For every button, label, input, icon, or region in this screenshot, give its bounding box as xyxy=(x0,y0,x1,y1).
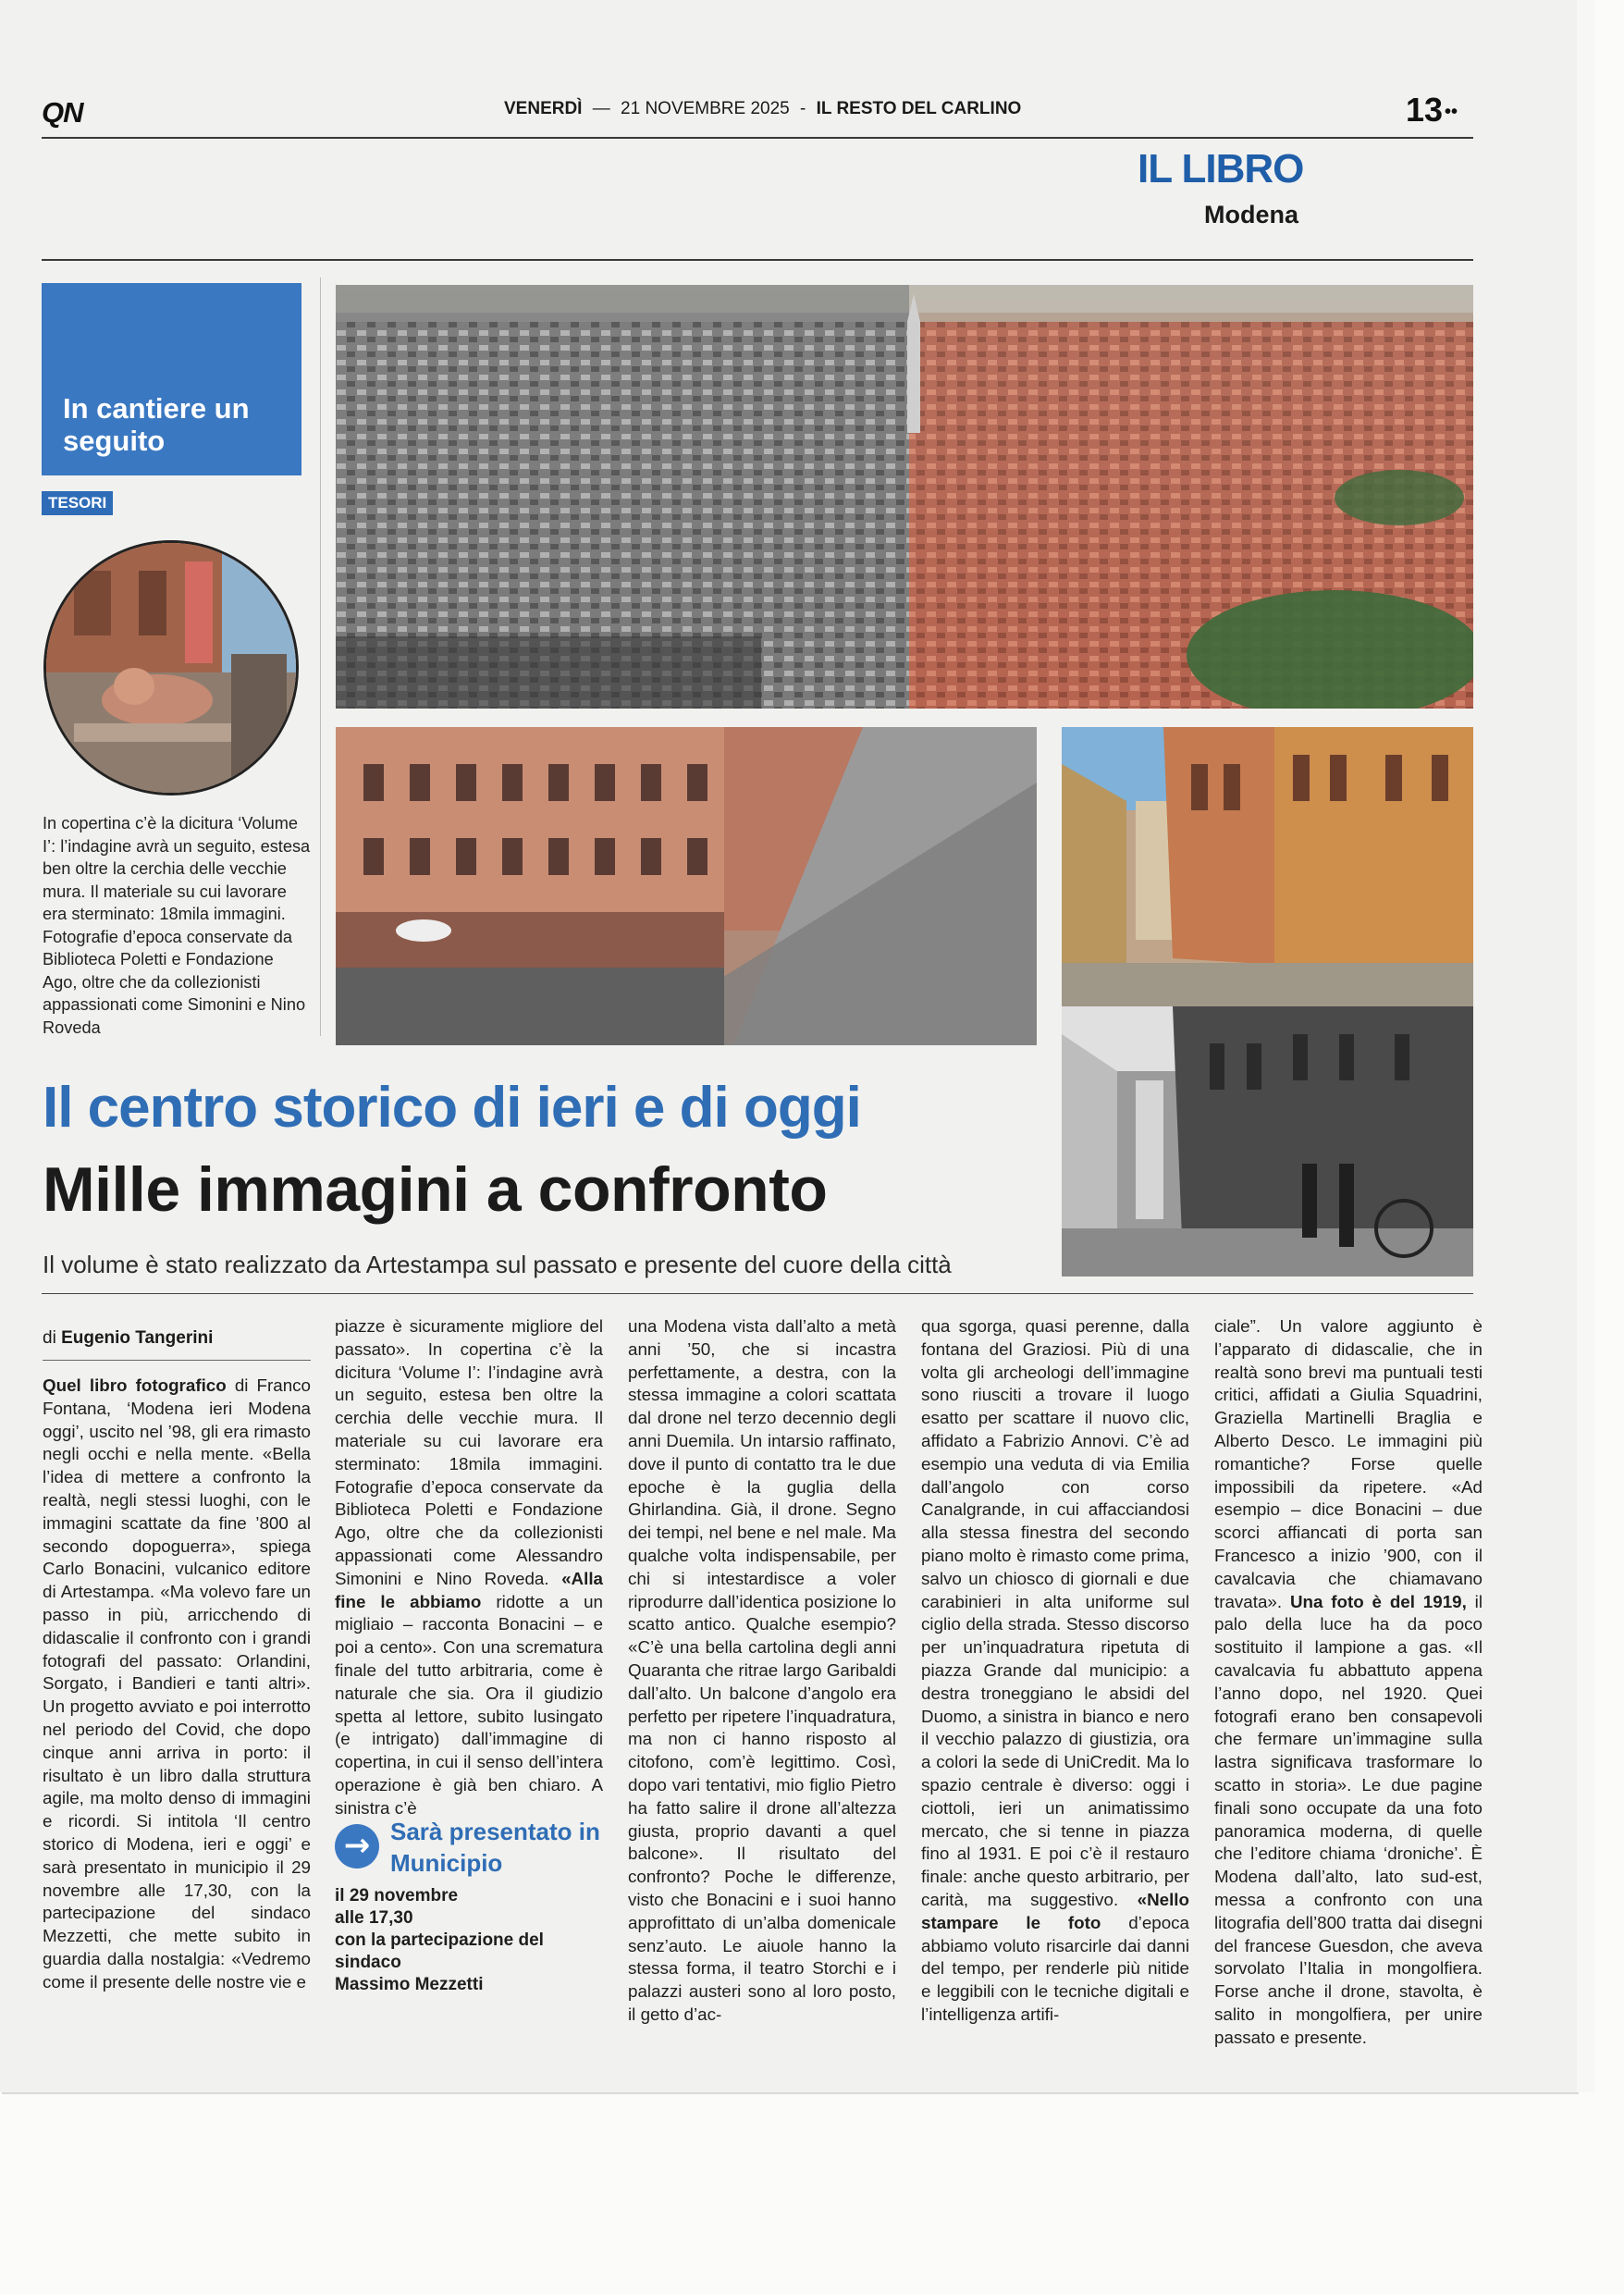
column-text: il palo della luce ha da poco sostituito il lampione a gas. «Il cavalcavia fu abbattuto appena l’anno dopo, nel 1920. Quei fotografi erano ben consapevoli che fermare un’immagine sulla lastra significava trasformare lo scatto in storia». Le due pagine finali sono occupate da una foto panoramica moderna, di quelle che l’editore chiama ‘droniche’. È Modena dall’alto, lato sud-est, messa a confronto con una litografia dell’800 tratta dai disegni del francese Guesdon, che aveva sorvolato l’Italia in mongolfiera. Forse anche il drone, stavolta, è salito in mongolfiera, per unire passato e presente. xyxy=(1214,1591,1483,2047)
weekday: VENERDÌ xyxy=(504,99,583,118)
presentation-title: Sarà presentato in Municipio xyxy=(390,1818,600,1877)
old-town-street-photo xyxy=(1062,727,1473,1006)
headline-secondary: Mille immagini a confronto xyxy=(43,1154,828,1225)
tag-label: TESORI xyxy=(42,491,113,515)
column-lead: Una foto è del 1919, xyxy=(1289,1591,1467,1611)
column-text: qua sgorga, quasi perenne, dalla fontana del Graziosi. Più di una volta gli archeologi dell’immagine sono riusciti a trovare il luogo esatto per scattare il nuovo clic, affidato a Fabrizio Annovi. C’è ad esempio una veduta di via Emilia dall’angolo con corso Canalgrande, in cui affacciandosi alla stessa finestra del secondo piano molto è rimasto come prima, salvo un chiosco di giornali e due carabinieri in alta uniforme sul ciglio della strada. Stesso discorso per un’inquadratura ripetuta di piazza Grande dal municipio: a destra troneggiano le absidi del Duomo, a sinistra in bianco e nero il vecchio palazzo di giustizia, ora a colori la sede di UniCredit. Ma lo spazio centrale è diverso: oggi i ciottoli, ieri un animatissimo mercato, che si tenne in piazza fino al 1931. E poi c’è il restauro finale: anche questo arbitrario, per carità, ma suggestivo. xyxy=(921,1316,1189,1909)
presentation-time: alle 17,30 xyxy=(335,1908,413,1928)
presentation-date: il 29 novembre xyxy=(335,1886,459,1906)
dash: - xyxy=(800,99,806,118)
lion-statue-photo xyxy=(46,543,299,796)
page-number-value: 13 xyxy=(1406,91,1444,129)
article-subheading: Il volume è stato realizzato da Artestampa sul passato e presente del cuore della città xyxy=(43,1251,952,1278)
column-text: di Franco Fontana, ‘Modena ieri Modena oggi’, uscito nel ’98, gli era rimasto negli occhi e nella mente. «Bella l’idea di mettere a confronto la realtà, negli stessi luoghi, con le immagini scattate da fine ’800 al secondo dopoguerra», spiega Carlo Bonacini, vulcanico editore di Artestampa. «Ma volevo fare un passo in più, arricchendo di didascalie il confronto con i grandi fotografi del passato: Orlandini, Sorgato, i Bandieri e tanti altri». Un progetto avviato e poi interrotto nel periodo del Covid, che dopo cinque anni arriva in porto: il risultato è un libro dalla struttura agile, ma molto denso di immagini e ricordi. Si intitola ‘Il centro storico di Modena, ieri e oggi’ e sarà presentato in municipio il 29 novembre alle 17,30, con la partecipazione del sindaco Mezzetti, che mette subito in guardia dalla nostalgia: «Vedremo come il presente delle nostre vie e xyxy=(43,1375,311,1992)
page-edge xyxy=(1577,0,1595,2092)
column-text: ridotte a un migliaio – racconta Bonacini – e poi a cento». Con una scrematura finale del tutto arbitraria, come è naturale che sia. Ora il giudizio spetta al lettore, subito lusingato (e intrigato) dall’immagine di copertina, in cui il senso dell’intera operazione è già ben chiaro. A sinistra c’è xyxy=(335,1591,603,1818)
column-lead: «Nello stampare le foto xyxy=(921,1889,1189,1932)
column-lead: «Alla fine le abbiamo xyxy=(335,1568,603,1611)
column-text: ciale”. Un valore aggiunto è l’apparato di didascalie, che in realtà sono brevi ma puntuali testi critici, affidati a Giulia Squadrini, Graziella Martinelli Braglia e Alberto Desco. Le immagini più romantiche? Forse quelle impossibili da ripetere. «Ad esempio – dice Bonacini – due scorci affiancati di porta san Francesco a inizio ’900, con il cavalcavia che chiamavano travata». xyxy=(1214,1316,1483,1611)
article-column-4 xyxy=(921,1315,1189,2027)
column-divider xyxy=(320,278,321,1036)
page-dots: •• xyxy=(1445,101,1458,122)
column-text: una Modena vista dall’alto a metà anni ’50, che si incastra perfettamente, a destra, con la stessa immagine a colori scattata dal drone nel terzo decennio degli anni Duemila. Un intarsio raffinato, dove il punto di contatto tra le due epoche è la guglia della Ghirlandina. Già, il drone. Segno dei tempi, nel bene e nel male. Ma qualche volta indispensabile, per chi si intestardisce a voler riprodurre dall’identica posizione lo scatto antico. Qualche esempio? «C’è una bella cartolina degli anni Quaranta che ritrae largo Garibaldi dall’alto. Un balcone d’angolo era perfetto per ripetere l’inquadratura, ma non ci hanno risposto al citofono, com’è legittimo. Così, dopo vari tentativi, mio figlio Pietro ha fatto salire il drone all’altezza giusta, proprio davanti a quel balcone». Il risultato del confronto? Poche le differenze, visto che Bonacini e i suoi hanno approfittato di un’alba domenicale senz’auto. Le aiuole hanno la stessa forma, il teatro Storchi e i palazzi austeri sono al loro posto, il getto d’ac- xyxy=(628,1316,896,2024)
author-name: Eugenio Tangerini xyxy=(61,1328,214,1348)
aerial-view-image xyxy=(336,285,1473,709)
presentation-role: sindaco xyxy=(335,1953,401,1972)
historic-street-image xyxy=(1062,1006,1473,1276)
presentation-participation: con la partecipazione del xyxy=(335,1930,544,1950)
column-lead: Quel libro fotografico xyxy=(43,1375,227,1395)
section-rule xyxy=(42,259,1473,261)
column-text: piazze è sicuramente migliore del passato». In copertina c’è la dicitura ‘Volume I’: l’indagine avrà un seguito, estesa ben oltre la cerchia delle vecchie mura. Il materiale su cui lavorare era sterminato: 18mila immagini. Fotografie d’epoca conservate da Biblioteca Poletti e Fondazione Ago, oltre che da collezionisti appassionati come Alessandro Simonini e Nino Roveda. xyxy=(335,1316,603,1588)
circle-photo xyxy=(43,540,299,796)
presentation-details xyxy=(335,1885,612,1996)
old-town-street-image xyxy=(1062,727,1473,1006)
article-column-1 xyxy=(43,1375,311,1994)
sidebar-box-title: In cantiere un seguito xyxy=(63,392,250,457)
newspaper-logo: QN xyxy=(42,96,83,129)
section-subtitle: Modena xyxy=(1204,201,1299,228)
article-column-2 xyxy=(335,1315,603,1820)
column-text: d’epoca abbiamo voluto risarcirle dai danni del tempo, per renderle più nitide e leggibili con le tecniche digitali e l’intelligenza artifi- xyxy=(921,1912,1189,2024)
street-corner-photo xyxy=(336,727,1037,1045)
street-corner-image xyxy=(336,727,1037,1045)
aerial-photo-modena xyxy=(336,285,1473,709)
presentation-person: Massimo Mezzetti xyxy=(335,1975,484,1994)
arrow-right-icon: → xyxy=(335,1824,379,1868)
masthead-rule xyxy=(42,137,1473,139)
historic-street-photo xyxy=(1062,1006,1473,1276)
sidebar-caption: In copertina c’è la dicitura ‘Volume I’: l’indagine avrà un seguito, estesa ben oltre la cerchia delle vecchie mura. Il materiale su cui lavorare era sterminato: 18mila immagini. Fotografie d’epoca conservate da Biblioteca Poletti e Fondazione Ago, oltre che da collezionisti appassionati come Simonini e Nino Roveda xyxy=(43,814,311,1037)
headline-primary: Il centro storico di ieri e di oggi xyxy=(43,1076,861,1140)
byline-rule xyxy=(43,1360,311,1361)
dash: — xyxy=(592,99,610,118)
byline-prefix: di xyxy=(43,1328,56,1348)
newspaper-name: IL RESTO DEL CARLINO xyxy=(816,99,1022,118)
article-rule xyxy=(42,1293,1473,1294)
article-column-5 xyxy=(1214,1315,1483,2050)
page-number xyxy=(1406,91,1458,130)
byline xyxy=(43,1328,213,1349)
masthead-date-line xyxy=(504,99,1021,119)
date: 21 NOVEMBRE 2025 xyxy=(621,99,790,118)
section-title: IL LIBRO xyxy=(1138,146,1304,191)
article-column-3 xyxy=(628,1315,896,2027)
